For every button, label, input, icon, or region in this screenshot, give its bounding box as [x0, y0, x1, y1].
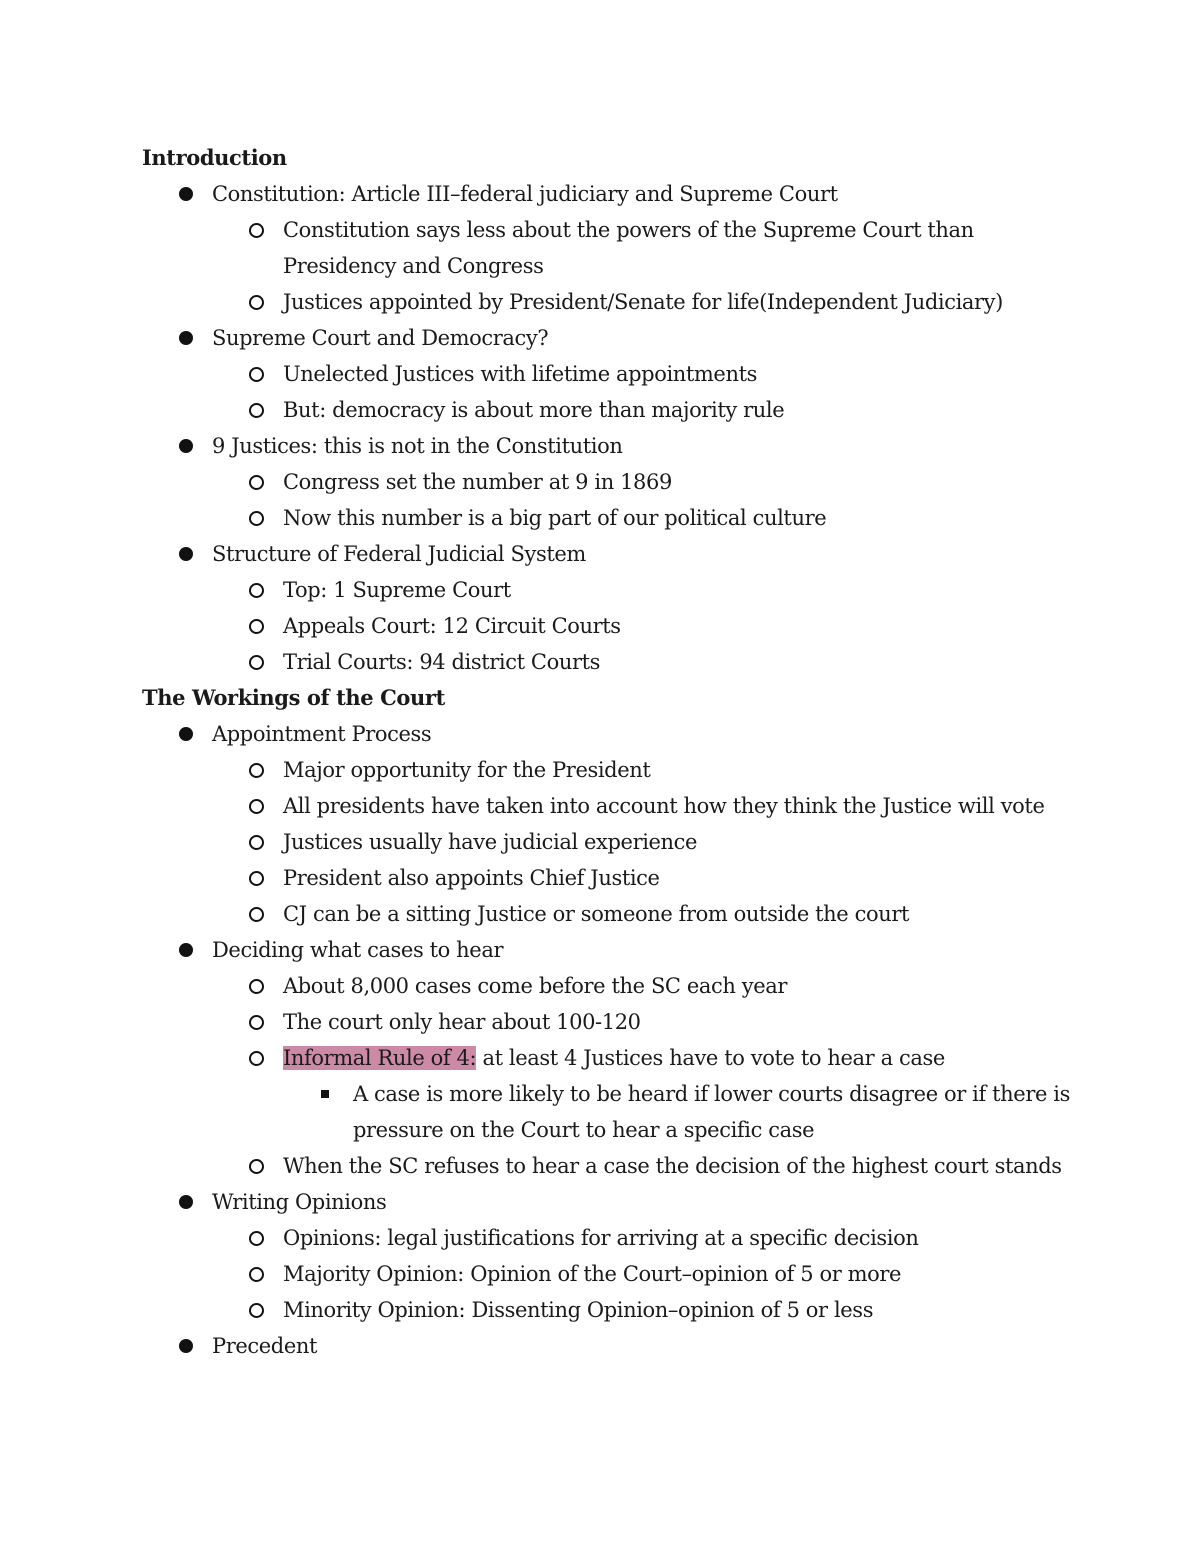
- bullet-disc-icon: [177, 320, 195, 356]
- sub-bullet-item: [142, 1148, 1072, 1184]
- bullet-circle-icon: [247, 1004, 265, 1040]
- bullet-text: Structure of Federal Judicial System: [212, 542, 586, 566]
- sub-bullet-text: But: democracy is about more than majority rule: [283, 398, 785, 422]
- sub-bullet-text: Appeals Court: 12 Circuit Courts: [283, 614, 621, 638]
- sub-bullet-text: at least 4 Justices have to vote to hear a case: [476, 1046, 945, 1070]
- bullet-item: [142, 1328, 1072, 1364]
- sub-bullet-item: [142, 860, 1072, 896]
- highlighted-term: Informal Rule of 4:: [283, 1046, 477, 1070]
- sub-bullet-text: Congress set the number at 9 in 1869: [283, 470, 672, 494]
- bullet-text: Supreme Court and Democracy?: [212, 326, 549, 350]
- sub-bullet-item: [142, 896, 1072, 932]
- bullet-item: [142, 176, 1072, 212]
- sub-bullet-text: Opinions: legal justifications for arriving at a specific decision: [283, 1226, 919, 1250]
- sub-bullet-text: Justices usually have judicial experience: [283, 830, 698, 854]
- sub-bullet-item: [142, 608, 1072, 644]
- bullet-text: Appointment Process: [212, 722, 432, 746]
- sub-bullet-text: Now this number is a big part of our political culture: [283, 506, 827, 530]
- bullet-circle-icon: [247, 356, 265, 392]
- sub-bullet-item: [142, 356, 1072, 392]
- sub-bullet-item-rule-of-4: [142, 1040, 1072, 1076]
- bullet-circle-icon: [247, 1148, 265, 1184]
- sub-bullet-item: [142, 500, 1072, 536]
- bullet-square-icon: [318, 1076, 332, 1112]
- bullet-disc-icon: [177, 716, 195, 752]
- bullet-text: Writing Opinions: [212, 1190, 387, 1214]
- sub-sub-bullet-item: [142, 1076, 1072, 1148]
- bullet-text: Constitution: Article III–federal judiciary and Supreme Court: [212, 182, 838, 206]
- bullet-item: [142, 1184, 1072, 1220]
- sub-bullet-text: Unelected Justices with lifetime appointments: [283, 362, 758, 386]
- sub-bullet-text: President also appoints Chief Justice: [283, 866, 660, 890]
- sub-bullet-item: [142, 212, 1072, 284]
- sub-bullet-item: [142, 752, 1072, 788]
- sub-bullet-item: [142, 644, 1072, 680]
- bullet-circle-icon: [247, 212, 265, 248]
- sub-bullet-item: [142, 1292, 1072, 1328]
- bullet-disc-icon: [177, 536, 195, 572]
- sub-bullet-item: [142, 572, 1072, 608]
- bullet-circle-icon: [247, 464, 265, 500]
- sub-bullet-text: About 8,000 cases come before the SC each year: [283, 974, 788, 998]
- bullet-disc-icon: [177, 1184, 195, 1220]
- section-heading-workings: The Workings of the Court: [142, 685, 445, 710]
- sub-sub-bullet-text: A case is more likely to be heard if lower courts disagree or if there is pressure on the Court to hear a specific case: [353, 1082, 1070, 1142]
- bullet-circle-icon: [247, 1256, 265, 1292]
- bullet-circle-icon: [247, 788, 265, 824]
- bullet-item: [142, 932, 1072, 968]
- bullet-circle-icon: [247, 500, 265, 536]
- sub-bullet-text: The court only hear about 100-120: [283, 1010, 641, 1034]
- bullet-text: Deciding what cases to hear: [212, 938, 504, 962]
- bullet-circle-icon: [247, 752, 265, 788]
- bullet-disc-icon: [177, 428, 195, 464]
- bullet-item: [142, 536, 1072, 572]
- sub-bullet-item: [142, 788, 1072, 824]
- notes-content: [142, 140, 1072, 1364]
- sub-bullet-text: CJ can be a sitting Justice or someone from outside the court: [283, 902, 910, 926]
- sub-bullet-item: [142, 824, 1072, 860]
- bullet-text: Precedent: [212, 1334, 318, 1358]
- sub-bullet-item: [142, 284, 1072, 320]
- sub-bullet-item: [142, 1220, 1072, 1256]
- bullet-circle-icon: [247, 572, 265, 608]
- bullet-disc-icon: [177, 1328, 195, 1364]
- bullet-circle-icon: [247, 392, 265, 428]
- bullet-circle-icon: [247, 284, 265, 320]
- bullet-circle-icon: [247, 1292, 265, 1328]
- bullet-circle-icon: [247, 1220, 265, 1256]
- sub-bullet-text: Justices appointed by President/Senate for life(Independent Judiciary): [283, 290, 1003, 314]
- sub-bullet-text: Constitution says less about the powers of the Supreme Court than Presidency and Congress: [283, 218, 974, 278]
- bullet-item: [142, 716, 1072, 752]
- bullet-circle-icon: [247, 824, 265, 860]
- sub-bullet-item: [142, 968, 1072, 1004]
- sub-bullet-text: Trial Courts: 94 district Courts: [283, 650, 601, 674]
- bullet-item: [142, 428, 1072, 464]
- bullet-circle-icon: [247, 608, 265, 644]
- bullet-circle-icon: [247, 896, 265, 932]
- sub-bullet-item: [142, 1004, 1072, 1040]
- bullet-disc-icon: [177, 176, 195, 212]
- bullet-disc-icon: [177, 932, 195, 968]
- sub-bullet-text: Minority Opinion: Dissenting Opinion–opinion of 5 or less: [283, 1298, 874, 1322]
- bullet-circle-icon: [247, 860, 265, 896]
- sub-bullet-item: [142, 392, 1072, 428]
- section-heading-introduction: Introduction: [142, 145, 287, 170]
- bullet-text: 9 Justices: this is not in the Constitution: [212, 434, 623, 458]
- sub-bullet-text: When the SC refuses to hear a case the decision of the highest court stands: [283, 1154, 1062, 1178]
- sub-bullet-item: [142, 1256, 1072, 1292]
- sub-bullet-item: [142, 464, 1072, 500]
- sub-bullet-text: Top: 1 Supreme Court: [283, 578, 511, 602]
- bullet-circle-icon: [247, 644, 265, 680]
- bullet-circle-icon: [247, 968, 265, 1004]
- sub-bullet-text: All presidents have taken into account how they think the Justice will vote: [283, 794, 1045, 818]
- sub-bullet-text: Majority Opinion: Opinion of the Court–opinion of 5 or more: [283, 1262, 902, 1286]
- bullet-circle-icon: [247, 1040, 265, 1076]
- sub-bullet-text: Major opportunity for the President: [283, 758, 651, 782]
- bullet-item: [142, 320, 1072, 356]
